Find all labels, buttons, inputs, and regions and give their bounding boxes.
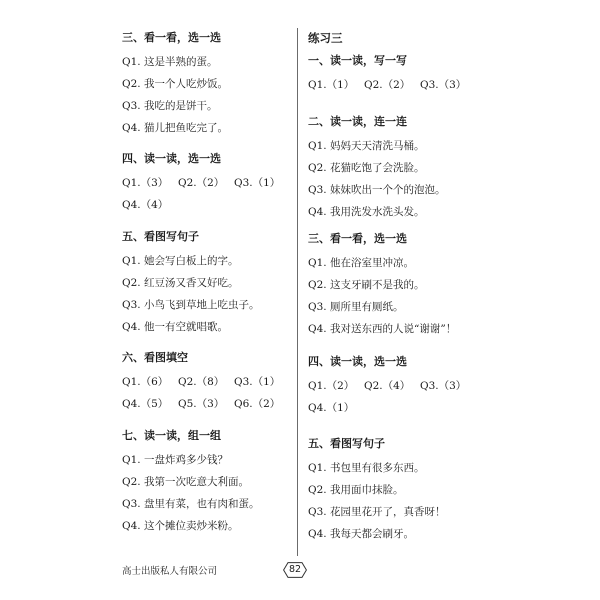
answer-row xyxy=(308,375,488,397)
answer-item: Q1.（2） xyxy=(308,380,355,392)
page-number: 82 xyxy=(288,564,302,575)
answer-line: Q3. 小鸟飞到草地上吃虫子。 xyxy=(122,299,260,311)
answer-line: Q4. 这个摊位卖炒米粉。 xyxy=(122,520,239,532)
section-heading: 三、看一看，选一选 xyxy=(308,232,407,245)
answer-item: Q6.（2） xyxy=(234,398,281,410)
answer-line: Q4. 猫儿把鱼吃完了。 xyxy=(122,122,228,134)
answer-line: Q4. 我每天都会刷牙。 xyxy=(308,528,414,540)
right-section-5 xyxy=(308,437,488,545)
answer-row xyxy=(122,371,292,393)
answer-item: Q3.（3） xyxy=(420,380,467,392)
answer-item: Q2.（2） xyxy=(364,79,411,91)
right-section-4 xyxy=(308,355,488,419)
answer-line: Q4. 我用洗发水洗头发。 xyxy=(308,206,425,218)
section-heading: 五、看图写句子 xyxy=(122,230,199,243)
answer-line: Q3. 花园里花开了，真香呀！ xyxy=(308,506,446,518)
answer-item: Q3.（3） xyxy=(420,79,467,91)
answer-item: Q3.（1） xyxy=(234,177,281,189)
left-section-3 xyxy=(122,31,292,139)
answer-line: Q1. 她会写白板上的字。 xyxy=(122,255,239,267)
section-heading: 五、看图写句子 xyxy=(308,437,385,450)
section-heading: 三、看一看，选一选 xyxy=(122,31,221,44)
left-section-4 xyxy=(122,152,292,216)
page-number-badge xyxy=(283,562,307,578)
answer-line: Q1. 这是半熟的蛋。 xyxy=(122,56,218,68)
answer-line: Q2. 我第一次吃意大利面。 xyxy=(122,476,249,488)
answer-line: Q3. 盘里有菜，也有肉和蛋。 xyxy=(122,498,260,510)
answer-line: Q2. 花猫吃饱了会洗脸。 xyxy=(308,162,425,174)
answer-item: Q1.（1） xyxy=(308,79,355,91)
answer-line: Q4. 我对送东西的人说“谢谢”！ xyxy=(308,323,457,335)
answer-item: Q1.（3） xyxy=(122,177,169,189)
exercise-title: 练习三 xyxy=(308,31,343,45)
right-section-1 xyxy=(308,54,488,96)
answer-row xyxy=(308,74,488,96)
answer-item: Q3.（1） xyxy=(234,376,281,388)
publisher-name: 高士出版私人有限公司 xyxy=(122,566,218,577)
section-heading: 二、读一读，连一连 xyxy=(308,115,407,128)
right-section-3 xyxy=(308,232,488,340)
answer-line: Q3. 妹妹吹出一个个的泡泡。 xyxy=(308,184,446,196)
answer-line: Q2. 我一个人吃炒饭。 xyxy=(122,78,228,90)
answer-item: Q2.（8） xyxy=(178,376,225,388)
answer-line: Q2. 我用面巾抹脸。 xyxy=(308,484,404,496)
exercise-title-block xyxy=(308,31,488,45)
answer-item: Q5.（3） xyxy=(178,398,225,410)
section-heading: 四、读一读，选一选 xyxy=(308,355,407,368)
answer-line: Q1. 他在浴室里冲凉。 xyxy=(308,257,414,269)
answer-line: Q1. 一盘炸鸡多少钱？ xyxy=(122,454,228,466)
answer-item: Q1.（6） xyxy=(122,376,169,388)
answer-row xyxy=(122,393,292,415)
answer-line: Q4.（1） xyxy=(308,402,355,414)
right-section-2 xyxy=(308,115,488,223)
answer-line: Q1. 妈妈天天清洗马桶。 xyxy=(308,140,425,152)
section-heading: 一、读一读，写一写 xyxy=(308,54,407,67)
answer-line: Q2. 这支牙刷不是我的。 xyxy=(308,279,425,291)
answer-line: Q2. 红豆汤又香又好吃。 xyxy=(122,277,239,289)
answer-item: Q2.（2） xyxy=(178,177,225,189)
section-heading: 四、读一读，选一选 xyxy=(122,152,221,165)
answer-line: Q4. 他一有空就唱歌。 xyxy=(122,321,228,333)
section-heading: 七、读一读，组一组 xyxy=(122,429,221,442)
left-section-7 xyxy=(122,429,292,537)
answer-row xyxy=(122,172,292,194)
answer-line: Q3. 厕所里有厕纸。 xyxy=(308,301,404,313)
section-heading: 六、看图填空 xyxy=(122,351,188,364)
answer-line: Q4.（4） xyxy=(122,199,169,211)
answer-item: Q4.（5） xyxy=(122,398,169,410)
answer-line: Q3. 我吃的是饼干。 xyxy=(122,100,218,112)
left-section-6 xyxy=(122,351,292,415)
column-divider xyxy=(297,28,298,556)
left-section-5 xyxy=(122,230,292,338)
answer-line: Q1. 书包里有很多东西。 xyxy=(308,462,425,474)
answer-item: Q2.（4） xyxy=(364,380,411,392)
